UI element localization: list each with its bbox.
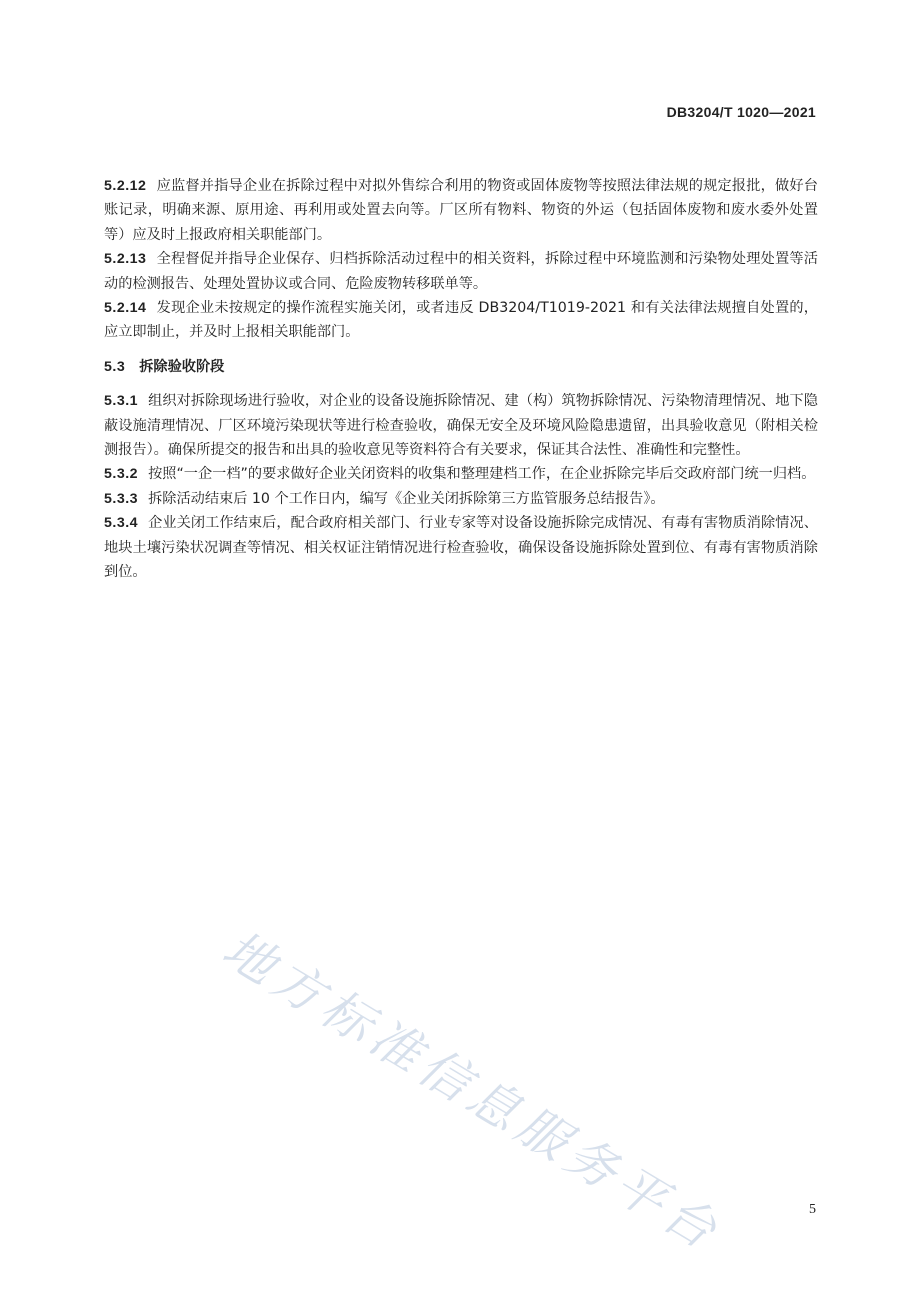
clause-number: 5.3.4 (104, 515, 139, 532)
clause-number: 5.3.2 (104, 466, 139, 483)
clause-text: 按照“一企一档”的要求做好企业关闭资料的收集和整理建档工作，在企业拆除完毕后交政府部门统一归档。 (148, 466, 816, 483)
clause-text: 发现企业未按规定的操作流程实施关闭，或者违反 DB3204/T1019-2021 和有关法律法规擅自处置的，应立即制止，并及时上报相关职能部门。 (104, 300, 818, 341)
clause-text: 应监督并指导企业在拆除过程中对拟外售综合利用的物资或固体废物等按照法律法规的规定报批，做好台账记录，明确来源、原用途、再利用或处置去向等。厂区所有物料、物资的外运（包括固体废物和废水委外处置等）应及时上报政府相关职能部门。 (104, 178, 818, 243)
document-code: DB3204/T 1020—2021 (666, 104, 816, 120)
clause-5-2-12 (104, 174, 818, 247)
clause-5-3-3 (104, 487, 818, 511)
watermark: 地方标准信息服务平台 (213, 919, 732, 1263)
clause-5-3-4 (104, 511, 818, 584)
clause-number: 5.3.3 (104, 490, 139, 507)
clause-text: 全程督促并指导企业保存、归档拆除活动过程中的相关资料，拆除过程中环境监测和污染物处理处置等活动的检测报告、处理处置协议或合同、危险废物转移联单等。 (104, 251, 818, 292)
clause-number: 5.2.14 (104, 300, 147, 317)
clause-number: 5.2.12 (104, 178, 147, 194)
clause-5-2-13 (104, 247, 818, 296)
clause-number: 5.3.1 (104, 393, 139, 410)
section-title: 拆除验收阶段 (139, 358, 225, 375)
clause-5-3-2 (104, 462, 818, 486)
clause-text: 企业关闭工作结束后，配合政府相关部门、行业专家等对设备设施拆除完成情况、有毒有害物质消除情况、地块土壤污染状况调查等情况、相关权证注销情况进行检查验收，确保设备设施拆除处置到位、有毒有害物质消除到位。 (104, 515, 818, 581)
clause-number: 5.2.13 (104, 251, 147, 268)
clause-text: 拆除活动结束后 10 个工作日内，编写《企业关闭拆除第三方监管服务总结报告》。 (148, 490, 665, 507)
section-heading (104, 355, 818, 379)
document-body (104, 174, 818, 585)
clause-5-2-14 (104, 296, 818, 345)
page-number: 5 (809, 1202, 816, 1217)
section-number: 5.3 (104, 358, 126, 375)
clause-text: 组织对拆除现场进行验收，对企业的设备设施拆除情况、建（构）筑物拆除情况、污染物清理情况、地下隐蔽设施清理情况、厂区环境污染现状等进行检查验收，确保无安全及环境风险隐患遗留，出具验收意见（附相关检测报告）。确保所提交的报告和出具的验收意见等资料符合有关要求，保证其合法性、准确性和完整性。 (104, 393, 818, 459)
clause-5-3-1 (104, 389, 818, 462)
